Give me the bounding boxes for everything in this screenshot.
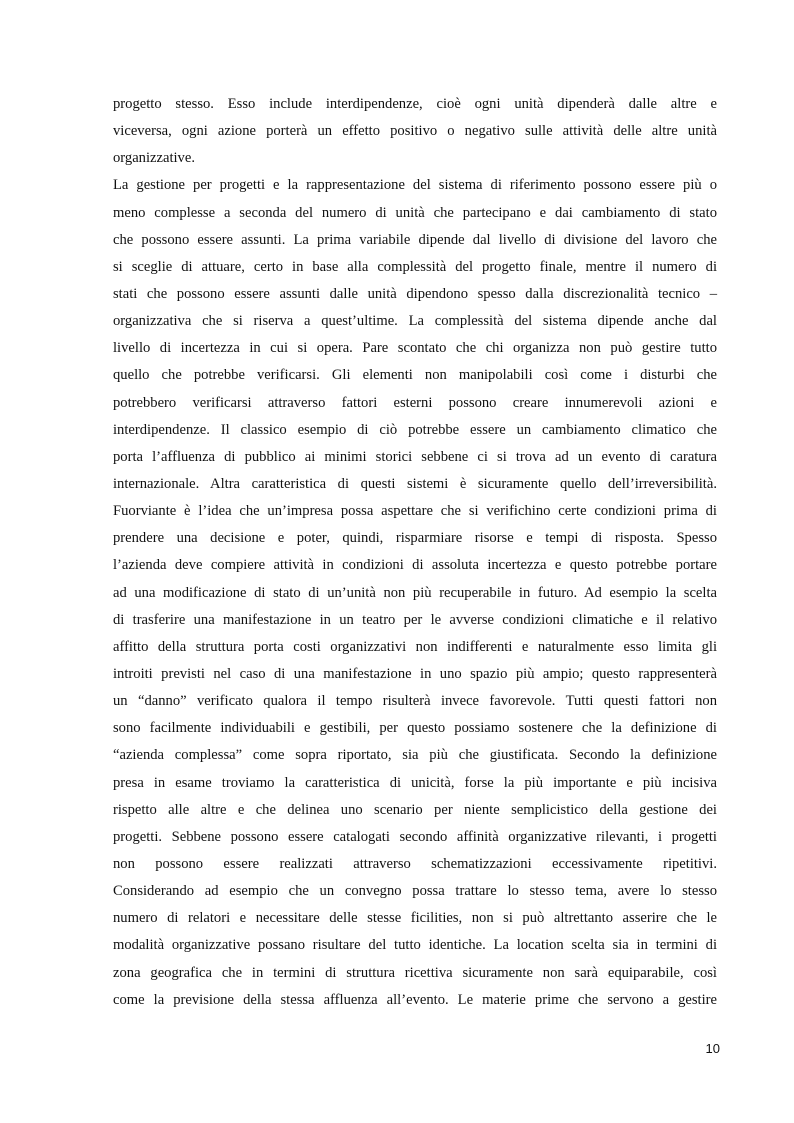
text-line: progetti. Sebbene possono essere catalogati secondo affinità organizzative rilevanti, i progetti: [113, 828, 717, 845]
text-line: di trasferire una manifestazione in un teatro per le avverse condizioni climatiche e il relativo: [113, 611, 717, 628]
text-line: si sceglie di attuare, certo in base alla complessità del progetto finale, mentre il numero di: [113, 258, 717, 275]
text-line: non possono essere realizzati attraverso schematizzazioni eccessivamente ripetitivi.: [113, 855, 717, 872]
text-line: potrebbero verificarsi attraverso fattori esterni possono creare innumerevoli azioni e: [113, 394, 717, 411]
text-line: introiti previsti nel caso di una manifestazione in uno spazio più ampio; questo rappresenterà: [113, 665, 717, 682]
body-text: [113, 91, 717, 1014]
text-line: affitto della struttura porta costi organizzativi non indifferenti e naturalmente esso limita gli: [113, 638, 717, 655]
text-line: quello che potrebbe verificarsi. Gli elementi non manipolabili così come i disturbi che: [113, 367, 717, 384]
text-line: La gestione per progetti e la rappresentazione del sistema di riferimento possono essere più o: [113, 177, 717, 194]
text-line: organizzativa che si riserva a quest’ultime. La complessità del sistema dipende anche dal: [113, 313, 717, 330]
text-line: meno complesse a seconda del numero di unità che partecipano e dai cambiamento di stato: [113, 204, 717, 221]
text-line: zona geografica che in termini di struttura ricettiva sicuramente non sarà equiparabile, così: [113, 964, 717, 981]
text-line: numero di relatori e necessitare delle stesse ficilities, non si può altrettanto asserire che le: [113, 910, 717, 927]
text-line: un “danno” verificato qualora il tempo risulterà invece favorevole. Tutti questi fattori non: [113, 693, 717, 710]
text-line: internazionale. Altra caratteristica di questi sistemi è sicuramente quello dell’irreversibilità.: [113, 475, 717, 492]
text-line: interdipendenze. Il classico esempio di ciò potrebbe essere un cambiamento climatico che: [113, 421, 717, 438]
text-line: modalità organizzative possano risultare del tutto identiche. La location scelta sia in termini di: [113, 937, 717, 954]
text-line: organizzative.: [113, 150, 195, 167]
text-line: “azienda complessa” come sopra riportato, sia più che giustificata. Secondo la definizione: [113, 747, 717, 764]
text-line: che possono essere assunti. La prima variabile dipende dal livello di divisione del lavoro che: [113, 231, 717, 248]
text-line: porta l’affluenza di pubblico ai minimi storici sebbene ci si trova ad un evento di caratura: [113, 448, 717, 465]
text-line: come la previsione della stessa affluenza all’evento. Le materie prime che servono a gestire: [113, 991, 717, 1008]
text-line: Fuorviante è l’idea che un’impresa possa aspettare che si verifichino certe condizioni prima di: [113, 503, 717, 520]
text-line: l’azienda deve compiere attività in condizioni di assoluta incertezza e questo potrebbe portare: [113, 557, 717, 574]
text-line: stati che possono essere assunti dalle unità dipendono spesso dalla discrezionalità tecnico –: [113, 285, 717, 302]
text-line: viceversa, ogni azione porterà un effetto positivo o negativo sulle attività delle altre unità: [113, 123, 717, 140]
text-line: livello di incertezza in cui si opera. Pare scontato che chi organizza non può gestire tutto: [113, 340, 717, 357]
text-line: presa in esame troviamo la caratteristica di unicità, forse la più importante e più incisiva: [113, 774, 717, 791]
text-line: prendere una decisione e poter, quindi, risparmiare risorse e tempi di risposta. Spesso: [113, 530, 717, 547]
text-line: rispetto alle altre e che delinea uno scenario per niente semplicistico della gestione dei: [113, 801, 717, 818]
page-number: 10: [705, 1041, 720, 1056]
text-line: progetto stesso. Esso include interdipendenze, cioè ogni unità dipenderà dalle altre e: [113, 96, 717, 112]
text-line: ad una modificazione di stato di un’unità non più recuperabile in futuro. Ad esempio la scelta: [113, 584, 717, 601]
text-line: sono facilmente individuabili e gestibili, per questo possiamo sostenere che la definizione di: [113, 720, 717, 737]
text-line: Considerando ad esempio che un convegno possa trattare lo stesso tema, avere lo stesso: [113, 883, 717, 900]
